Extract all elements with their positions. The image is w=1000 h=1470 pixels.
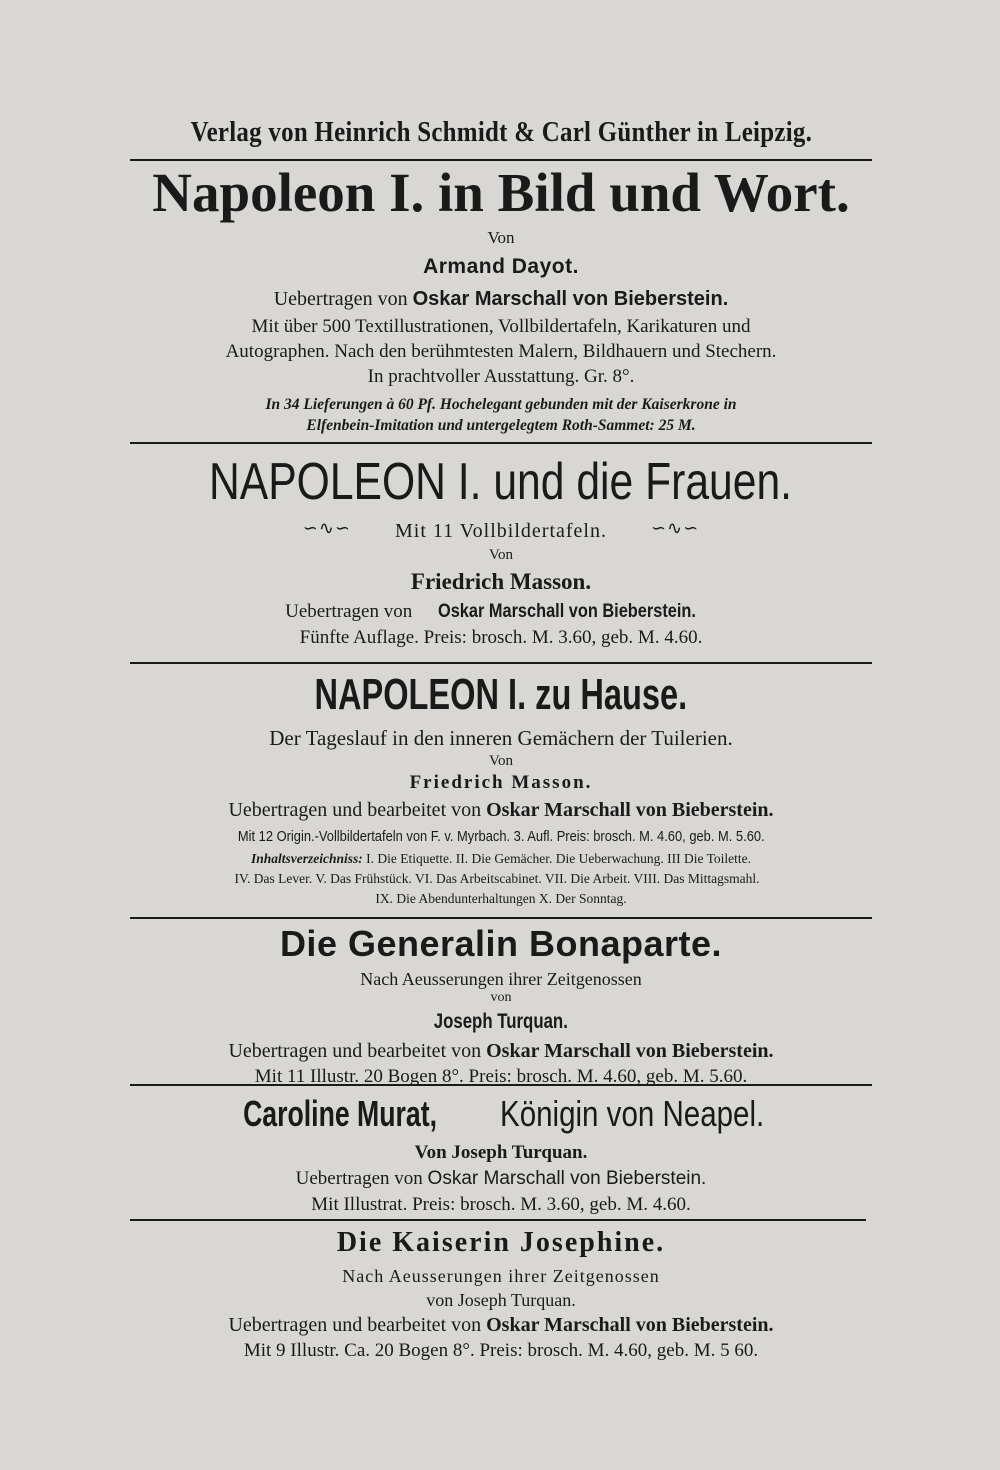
- book4-translated-prefix: Uebertragen und bearbeitet von: [228, 1040, 482, 1062]
- book-kaiserin-josephine: [130, 1222, 872, 1364]
- book4-author: Joseph Turquan.: [433, 1010, 569, 1033]
- book2-plates: Mit 11 Vollbildertafeln.: [395, 520, 607, 542]
- book6-subtitle: Nach Aeusserungen ihrer Zeitgenossen: [342, 1266, 660, 1286]
- book4-translator-line: [130, 1038, 872, 1064]
- book-caroline-murat: [130, 1088, 872, 1218]
- book5-translated-prefix: Uebertragen von: [295, 1168, 423, 1189]
- book-napoleon-zu-hause: [130, 666, 872, 909]
- book3-title: NAPOLEON I. zu Hause.: [314, 670, 688, 719]
- book6-author: von Joseph Turquan.: [426, 1290, 576, 1310]
- book1-translator-line: [130, 284, 872, 314]
- book2-title: NAPOLEON I. und die Frauen.: [209, 453, 793, 511]
- book5-translator-line: [130, 1166, 872, 1192]
- book3-contents-label: Inhaltsverzeichniss:: [250, 851, 363, 866]
- book6-details: Mit 9 Illustr. Ca. 20 Bogen 8°. Preis: brosch. M. 4.60, geb. M. 5 60.: [243, 1340, 759, 1361]
- book1-desc-2: Autographen. Nach den berühmtesten Malern, Bildhauern und Stechern.: [225, 341, 777, 362]
- book-napoleon-bild-und-wort: [130, 160, 872, 436]
- book1-price-1: In 34 Lieferungen à 60 Pf. Hochelegant gebunden mit der Kaiserkrone in: [265, 396, 737, 413]
- rule-5: [130, 1084, 872, 1086]
- book1-von: Von: [487, 228, 515, 247]
- book3-translator: Oskar Marschall von Bieberstein.: [486, 799, 774, 821]
- book2-edition: Fünfte Auflage. Preis: brosch. M. 3.60, geb. M. 4.60.: [299, 627, 703, 648]
- book3-translator-line: [130, 795, 872, 825]
- publisher-header: [130, 116, 872, 149]
- book5-details: Mit Illustrat. Preis: brosch. M. 3.60, geb. M. 4.60.: [311, 1194, 691, 1215]
- book1-translated-prefix: Uebertragen von: [273, 288, 408, 310]
- book4-von: von: [490, 990, 512, 1005]
- book3-contents-line-1: [130, 849, 872, 869]
- book3-contents-1: I. Die Etiquette. II. Die Gemächer. Die Ueberwachung. III Die Toilette.: [366, 851, 752, 866]
- book3-contents-2: IV. Das Lever. V. Das Frühstück. VI. Das Arbeitscabinet. VII. Die Arbeit. VIII. Das Mittagsmahl.: [234, 871, 760, 886]
- right-ornament-icon: ∽∿∽: [650, 518, 700, 538]
- book5-translator: Oskar Marschall von Bieberstein.: [427, 1168, 707, 1189]
- book3-author: Friedrich Masson.: [409, 772, 593, 793]
- book2-plates-line: [130, 517, 872, 545]
- book5-title-part2: Königin von Neapel.: [499, 1093, 765, 1134]
- book5-title-line: [130, 1088, 872, 1140]
- book4-details: Mit 11 Illustr. 20 Bogen 8°. Preis: brosch. M. 4.60, geb. M. 5.60.: [254, 1066, 748, 1087]
- book3-subtitle: Der Tageslauf in den inneren Gemächern der Tuilerien.: [269, 726, 733, 750]
- book6-title: Die Kaiserin Josephine.: [336, 1227, 666, 1258]
- book6-translator-line: [130, 1312, 872, 1338]
- book-napoleon-und-die-frauen: [130, 447, 872, 651]
- book2-translator-line: [130, 599, 872, 625]
- publisher-line: Verlag von Heinrich Schmidt & Carl Günther in Leipzig.: [190, 116, 812, 148]
- book1-desc-1: Mit über 500 Textillustrationen, Vollbildertafeln, Karikaturen und: [251, 316, 751, 337]
- book1-price-2: Elfenbein-Imitation und untergelegtem Roth-Sammet: 25 M.: [306, 417, 696, 434]
- book3-translated-prefix: Uebertragen und bearbeitet von: [228, 799, 482, 821]
- book2-author: Friedrich Masson.: [410, 569, 592, 594]
- left-ornament-icon: ∽∿∽: [302, 518, 352, 538]
- book6-translated-prefix: Uebertragen und bearbeitet von: [228, 1314, 482, 1336]
- book4-subtitle: Nach Aeusserungen ihrer Zeitgenossen: [360, 969, 642, 989]
- rule-6: [130, 1219, 866, 1221]
- book2-translated-prefix: Uebertragen von: [285, 601, 413, 622]
- book3-von: Von: [489, 753, 513, 769]
- book-generalin-bonaparte: [130, 920, 872, 1090]
- book6-translator: Oskar Marschall von Bieberstein.: [486, 1314, 774, 1336]
- book2-translator: Oskar Marschall von Bieberstein.: [437, 601, 696, 622]
- rule-4: [130, 917, 872, 919]
- book4-title: Die Generalin Bonaparte.: [279, 923, 723, 964]
- book5-author: Von Joseph Turquan.: [414, 1142, 588, 1163]
- book1-author: Armand Dayot.: [423, 255, 579, 278]
- book1-title: Napoleon I. in Bild und Wort.: [152, 162, 850, 223]
- book2-von: Von: [489, 547, 513, 563]
- rule-3: [130, 662, 872, 664]
- book3-contents-3: IX. Die Abendunterhaltungen X. Der Sonntag.: [375, 891, 627, 906]
- book5-title-part1: Caroline Murat,: [242, 1093, 437, 1134]
- rule-2: [130, 442, 872, 444]
- book3-details: Mit 12 Origin.-Vollbildertafeln von F. v. Myrbach. 3. Aufl. Preis: brosch. M. 4.60, geb. M. 5.60.: [237, 828, 765, 845]
- book1-desc-3: In prachtvoller Ausstattung. Gr. 8°.: [367, 366, 635, 387]
- book4-translator: Oskar Marschall von Bieberstein.: [486, 1040, 774, 1062]
- book1-translator: Oskar Marschall von Bieberstein.: [412, 288, 729, 310]
